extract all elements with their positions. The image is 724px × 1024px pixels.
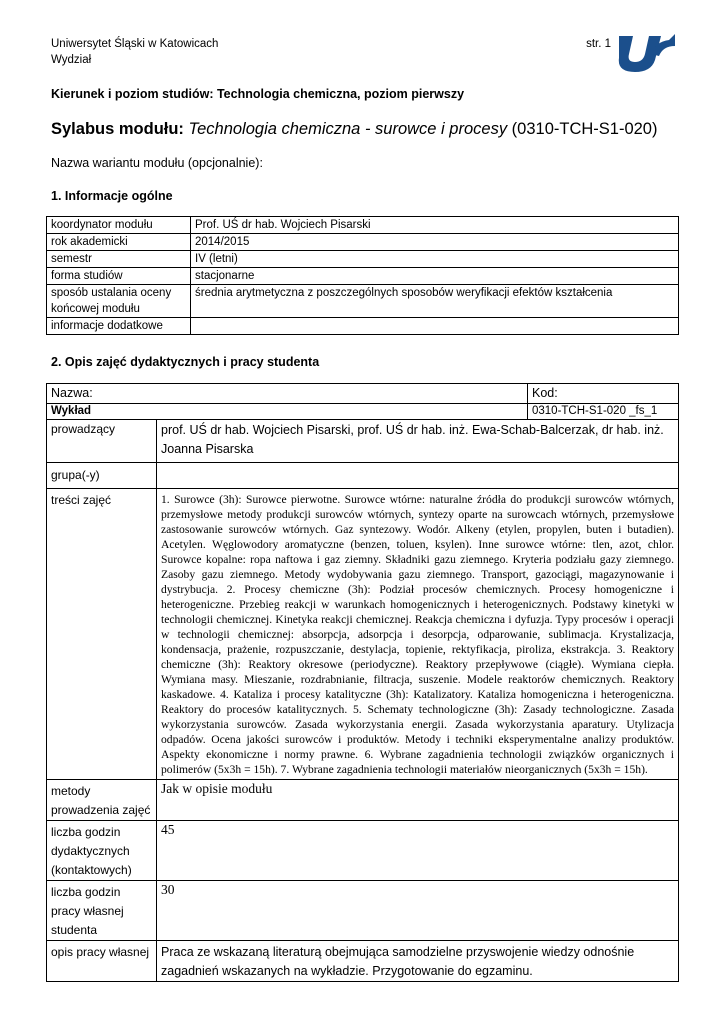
row-value: IV (letni)	[191, 251, 679, 268]
row-value	[191, 318, 679, 335]
table-row	[47, 217, 679, 234]
table-row	[47, 420, 679, 463]
table-row	[47, 881, 679, 941]
university-name: Uniwersytet Śląski w Katowicach	[51, 38, 219, 50]
us-logo-icon	[615, 30, 677, 74]
content-value: 1. Surowce (3h): Surowce pierwotne. Surowce wtórne: naturalne źródła do produkcji surowców wtórnych, przemysłowe metody produkcji surowców wtórnych, syntezy oparte na surowcach wtórnych, przemysłowe zastosowanie surowców wtórnych. Gaz syntezowy. Wodór. Alkeny (etylen, propylen, buten i butadien). Acetylen. Węglowodory aromatyczne (benzen, toluen, ksylen). Inne surowce wtórne: tlen, azot, chlor. Surowce kopalne: ropa naftowa i gaz ziemny. Składniki gazu ziemnego. Kryteria podziału gazy ziemnego. Zasoby gazu ziemnego. Metody wydobywania gazu ziemnego. Transport, gazociągi, magazynowanie i dystrybucja. 2. Procesy chemiczne (3h): Podział procesów chemicznych. Procesy homogeniczne i heterogeniczne. Przebieg reakcji w warunkach homogenicznych i heterogenicznych. Podstawy kinetyki w technologii chemicznej. Kinetyka reakcji chemicznej. Reakcja chemiczna i dyfuzja. Typy procesów i operacji w technologii chemicznej: absorpcja, adsorpcja i desorpcja, odparowanie, sublimacja. Krystalizacja, kondensacja, prażenie, rozpuszczanie, destylacja, topienie, rektyfikacja, piroliza, ekstrakcja. 3. Reaktory chemiczne (3h): Reaktory okresowe (periodyczne). Reaktory przepływowe (ciągłe). Wymiana ciepła. Wymiana masy. Mieszanie, rozdrabnianie, filtracja, suszenie. Modele reaktorów chemicznych. Reaktory kaskadowe. 4. Kataliza i procesy katalityczne (3h): Katalizatory. Kataliza homogeniczna i heterogeniczna. Reaktory do procesów katalitycznych. 5. Schematy technologiczne (3h): Zasady technologiczne. Zasada wykorzystania surowców. Zasada wykorzystania energii. Zasada wykorzystania aparatury. Utylizacja odpadów. Ocena jakości surowców i produktów. Metody i techniki eksperymentalne analizy produktów. Aspekty ekonomiczne i normy prawne. 6. Wybrane zagadnienia technologii związków organicznych i polimerów (5x3h = 15h). 7. Wybrane zagadnienia technologii materiałów nieorganicznych (5x3h = 15h).	[157, 489, 679, 780]
self-work-value: Praca ze wskazaną literaturą obejmująca samodzielne przyswojenie wiedzy odnośnie zagadnień wskazanych na wykładzie. Przygotowanie do egzaminu.	[157, 941, 679, 982]
row-key: koordynator modułu	[47, 217, 191, 234]
page-title	[51, 120, 657, 139]
table-row	[47, 821, 679, 881]
self-hours-value: 30	[157, 881, 679, 941]
row-key: informacje dodatkowe	[47, 318, 191, 335]
title-prefix: Sylabus modułu:	[51, 120, 184, 138]
section1-heading: 1. Informacje ogólne	[51, 189, 173, 203]
row-value: stacjonarne	[191, 268, 679, 285]
faculty-name: Wydział	[51, 54, 92, 66]
code-label: Kod:	[528, 384, 679, 404]
table-row	[47, 285, 679, 318]
module-code: (0310-TCH-S1-020)	[511, 120, 658, 138]
table-row	[47, 268, 679, 285]
page-number: str. 1	[586, 38, 611, 50]
lecturers-label: prowadzący	[47, 420, 157, 463]
hours-label: liczba godzin dydaktycznych (kontaktowych)	[47, 821, 157, 881]
page-header	[51, 36, 611, 68]
table-row	[47, 384, 679, 404]
row-key: sposób ustalania oceny końcowej modułu	[47, 285, 191, 318]
class-code: 0310-TCH-S1-020 _fs_1	[528, 404, 679, 420]
class-name: Wykład	[47, 404, 528, 420]
group-label: grupa(-y)	[47, 463, 157, 489]
row-key: semestr	[47, 251, 191, 268]
section2-heading: 2. Opis zajęć dydaktycznych i pracy studenta	[51, 355, 320, 369]
row-value: 2014/2015	[191, 234, 679, 251]
table-row	[47, 318, 679, 335]
table-row	[47, 234, 679, 251]
row-value: średnia arytmetyczna z poszczególnych sposobów weryfikacji efektów kształcenia	[191, 285, 679, 318]
hours-value: 45	[157, 821, 679, 881]
self-work-label: opis pracy własnej	[47, 941, 157, 982]
table-row	[47, 404, 679, 420]
module-name: Technologia chemiczna - surowce i procesy	[188, 120, 508, 138]
name-label: Nazwa:	[47, 384, 528, 404]
table-row	[47, 780, 679, 821]
row-key: forma studiów	[47, 268, 191, 285]
row-key: rok akademicki	[47, 234, 191, 251]
row-value: Prof. UŚ dr hab. Wojciech Pisarski	[191, 217, 679, 234]
general-info-table	[46, 216, 679, 335]
table-row	[47, 463, 679, 489]
program-line: Kierunek i poziom studiów: Technologia chemiczna, poziom pierwszy	[51, 87, 465, 101]
content-label: treści zajęć	[47, 489, 157, 780]
table-row	[47, 489, 679, 780]
group-value	[157, 463, 679, 489]
variant-label: Nazwa wariantu modułu (opcjonalnie):	[51, 156, 263, 170]
methods-label: metody prowadzenia zajęć	[47, 780, 157, 821]
lecturers-value: prof. UŚ dr hab. Wojciech Pisarski, prof. UŚ dr hab. inż. Ewa-Schab-Balcerzak, dr hab. inż. Joanna Pisarska	[157, 420, 679, 463]
self-hours-label: liczba godzin pracy własnej studenta	[47, 881, 157, 941]
methods-value: Jak w opisie modułu	[157, 780, 679, 821]
table-row	[47, 941, 679, 982]
table-row	[47, 251, 679, 268]
class-description-table	[46, 383, 679, 982]
